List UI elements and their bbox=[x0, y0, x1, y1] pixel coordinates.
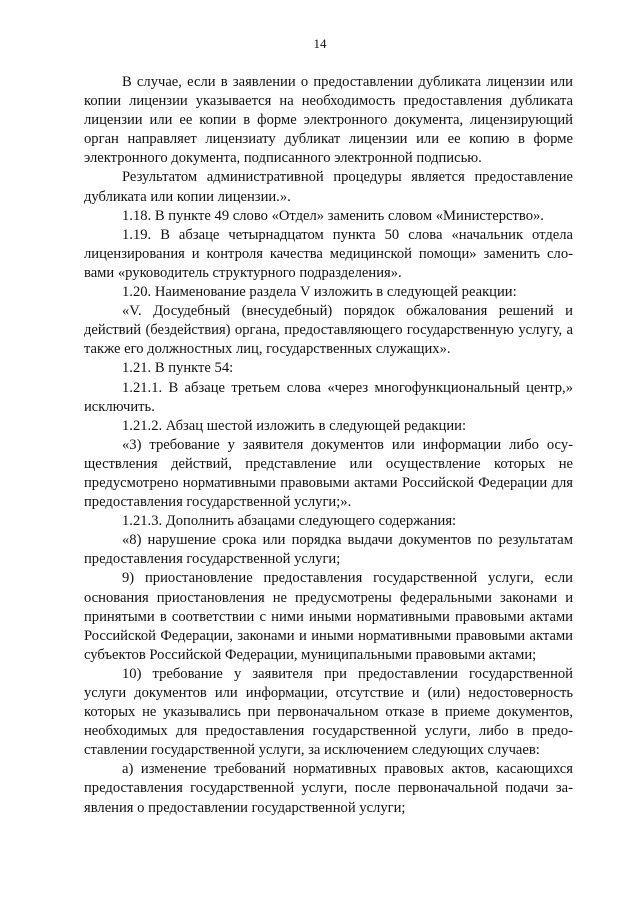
paragraph-1-19: 1.19. В абзаце четырнадцатом пункта 50 слова «начальник отдела лицензирования и контроля качества медицинской помощи» заменить словами «руководитель структурного подразделения». bbox=[84, 226, 573, 281]
paragraph-item-3: «3) требование у заявителя документов или информации либо осуществления действий, представление или осуществление которых не предусмотрено нормативными правовыми актами Российской Федерации для предоставления государственной услуги;». bbox=[84, 436, 573, 511]
paragraph-duplicate-electronic: В случае, если в заявлении о предоставлении дубликата лицензии или копии лицензии указывается на необходимость предоставления дубликата лицензии или ее копии в форме электронного документа, лицензирующий орган направляет лицензиату дубликат лицензии или ее копию в форме электронного документа, подписанного электронной подписью. bbox=[84, 74, 573, 167]
paragraph-1-18: 1.18. В пункте 49 слово «Отдел» заменить словом «Министерство». bbox=[122, 207, 544, 224]
paragraph-item-10: 10) требование у заявителя при предоставлении государственной услуги документов или информации, отсутствие и (или) недостоверность которых не указывались при первоначальном отказе в приеме документов, необходимых для предоставления государственной услуги, либо в предоставлении государственной услуги, за исключением следующих случаев: bbox=[84, 665, 573, 759]
paragraph-1-21-2: 1.21.2. Абзац шестой изложить в следующей редакции: bbox=[122, 417, 467, 434]
paragraph-1-21: 1.21. В пункте 54: bbox=[122, 360, 234, 377]
paragraph-item-a: а) изменение требований нормативных правовых актов, касающихся предоставления государственной услуги, после первоначальной подачи заявления о предоставлении государственной услуги; bbox=[84, 761, 573, 816]
paragraph-section-v-title: «V. Досудебный (внесудебный) порядок обжалования решений и действий (бездействия) органа, предоставляющего государственную услугу, а также его должностных лиц, государственных служащих». bbox=[84, 303, 573, 358]
paragraph-1-21-3: 1.21.3. Дополнить абзацами следующего содержания: bbox=[122, 513, 457, 530]
paragraph-procedure-result: Результатом административной процедуры является предоставление дубликата или копии лицензии.». bbox=[84, 169, 573, 205]
paragraph-1-21-1: 1.21.1. В абзаце третьем слова «через многофункциональный центр,» исключить. bbox=[84, 379, 573, 415]
page-number: 14 bbox=[313, 36, 327, 51]
paragraph-item-9: 9) приостановление предоставления государственной услуги, если основания приостановления не предусмотрены федеральными законами и принятыми в соответствии с ними иными нормативными правовыми актами Российской Федерации, законами и иными нормативными правовыми актами субъектов Российской Федерации, муниципальными правовыми актами; bbox=[84, 570, 573, 663]
paragraph-item-8: «8) нарушение срока или порядка выдачи документов по результатам предоставления государственной услуги; bbox=[84, 532, 573, 568]
document-body bbox=[84, 73, 573, 818]
paragraph-1-20: 1.20. Наименование раздела V изложить в следующей реакции: bbox=[122, 284, 517, 301]
